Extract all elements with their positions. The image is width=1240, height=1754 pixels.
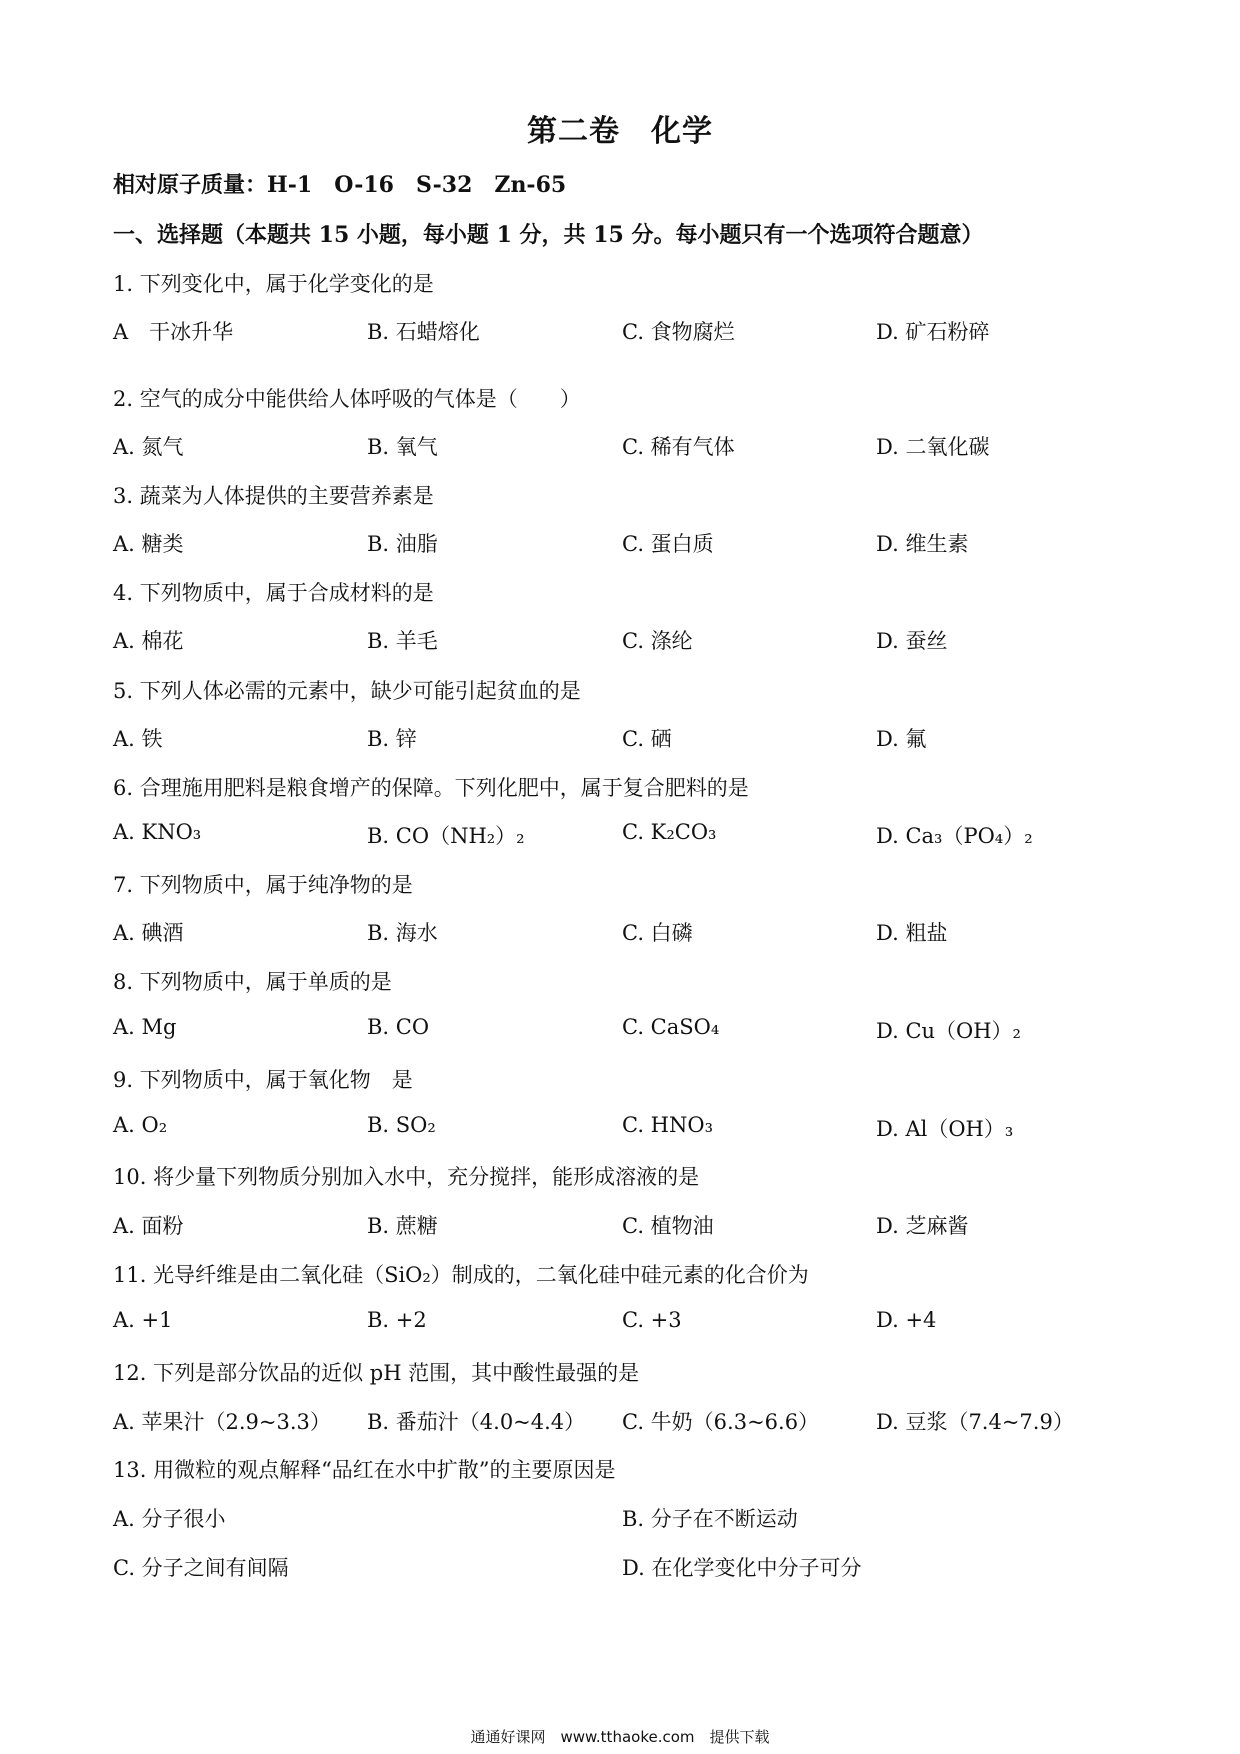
option-c: C. 稀有气体 — [622, 435, 735, 459]
option-b: B. 番茄汁（4.0~4.4） — [367, 1410, 586, 1434]
option-b: B. 氧气 — [367, 435, 438, 459]
question-stem: 2. 空气的成分中能供给人体呼吸的气体是（ ） — [113, 387, 581, 411]
option-d: D. 粗盐 — [876, 921, 948, 945]
option-c: C. 分子之间有间隔 — [113, 1556, 289, 1580]
option-a: A 干冰升华 — [113, 320, 234, 344]
option-c: C. 食物腐烂 — [622, 320, 735, 344]
question-stem: 3. 蔬菜为人体提供的主要营养素是 — [113, 484, 434, 508]
option-b: B. 石蜡熔化 — [367, 320, 480, 344]
option-c: C. 蛋白质 — [622, 532, 714, 556]
option-c: C. 牛奶（6.3~6.6） — [622, 1410, 820, 1434]
option-d: D. 芝麻酱 — [876, 1214, 969, 1238]
option-d: D. 豆浆（7.4~7.9） — [876, 1410, 1074, 1434]
option-a: A. 氮气 — [113, 435, 184, 459]
option-b: B. 分子在不断运动 — [622, 1507, 798, 1531]
option-a: A. 糖类 — [113, 532, 184, 556]
option-c: C. 白磷 — [622, 921, 693, 945]
option-a: A. Mg — [113, 1015, 177, 1039]
page-title: 第二卷 化学 — [527, 114, 713, 149]
question-stem: 1. 下列变化中，属于化学变化的是 — [113, 272, 434, 296]
section-heading: 一、选择题（本题共 15 小题，每小题 1 分，共 15 分。每小题只有一个选项符合题意） — [113, 222, 984, 248]
atomic-mass-line: 相对原子质量：H-1 O-16 S-32 Zn-65 — [113, 172, 567, 198]
question-stem: 11. 光导纤维是由二氧化硅（SiO₂）制成的，二氧化硅中硅元素的化合价为 — [113, 1263, 809, 1287]
option-c: C. K₂CO₃ — [622, 820, 717, 844]
option-b: B. SO₂ — [367, 1113, 436, 1137]
option-d: D. 矿石粉碎 — [876, 320, 990, 344]
option-d: D. Al（OH）₃ — [876, 1117, 1014, 1141]
option-c: C. HNO₃ — [622, 1113, 713, 1137]
option-a: A. +1 — [113, 1308, 173, 1332]
option-a: A. 分子很小 — [113, 1507, 226, 1531]
option-d: D. 氟 — [876, 727, 927, 751]
option-a: A. 棉花 — [113, 629, 184, 653]
option-b: B. 油脂 — [367, 532, 438, 556]
option-c: C. 硒 — [622, 727, 672, 751]
question-stem: 9. 下列物质中，属于氧化物 是 — [113, 1068, 413, 1092]
option-c: C. 植物油 — [622, 1214, 714, 1238]
option-d: D. 二氧化碳 — [876, 435, 990, 459]
question-stem: 13. 用微粒的观点解释“品红在水中扩散”的主要原因是 — [113, 1458, 616, 1482]
footer-watermark: 通通好课网 www.tthaoke.com 提供下载 — [470, 1728, 770, 1746]
option-a: A. KNO₃ — [113, 820, 202, 844]
option-b: B. CO（NH₂）₂ — [367, 824, 525, 848]
option-b: B. 海水 — [367, 921, 438, 945]
option-b: B. 羊毛 — [367, 629, 438, 653]
option-b: B. 锌 — [367, 727, 417, 751]
option-a: A. 面粉 — [113, 1214, 184, 1238]
question-stem: 12. 下列是部分饮品的近似 pH 范围，其中酸性最强的是 — [113, 1361, 640, 1385]
option-a: A. O₂ — [113, 1113, 168, 1137]
option-d: D. +4 — [876, 1308, 937, 1332]
option-c: C. +3 — [622, 1308, 682, 1332]
question-stem: 7. 下列物质中，属于纯净物的是 — [113, 873, 413, 897]
option-d: D. Ca₃（PO₄）₂ — [876, 824, 1033, 848]
option-a: A. 碘酒 — [113, 921, 184, 945]
option-b: B. CO — [367, 1015, 430, 1039]
option-d: D. Cu（OH）₂ — [876, 1019, 1021, 1043]
question-stem: 5. 下列人体必需的元素中，缺少可能引起贫血的是 — [113, 679, 581, 703]
question-stem: 8. 下列物质中，属于单质的是 — [113, 970, 392, 994]
option-d: D. 维生素 — [876, 532, 969, 556]
option-d: D. 在化学变化中分子可分 — [622, 1556, 862, 1580]
option-c: C. 涤纶 — [622, 629, 693, 653]
option-a: A. 苹果汁（2.9~3.3） — [113, 1410, 331, 1434]
question-stem: 4. 下列物质中，属于合成材料的是 — [113, 581, 434, 605]
option-d: D. 蚕丝 — [876, 629, 948, 653]
question-stem: 10. 将少量下列物质分别加入水中，充分搅拌，能形成溶液的是 — [113, 1165, 700, 1189]
option-b: B. +2 — [367, 1308, 427, 1332]
option-a: A. 铁 — [113, 727, 163, 751]
option-c: C. CaSO₄ — [622, 1015, 720, 1039]
question-stem: 6. 合理施用肥料是粮食增产的保障。下列化肥中，属于复合肥料的是 — [113, 776, 749, 800]
option-b: B. 蔗糖 — [367, 1214, 438, 1238]
